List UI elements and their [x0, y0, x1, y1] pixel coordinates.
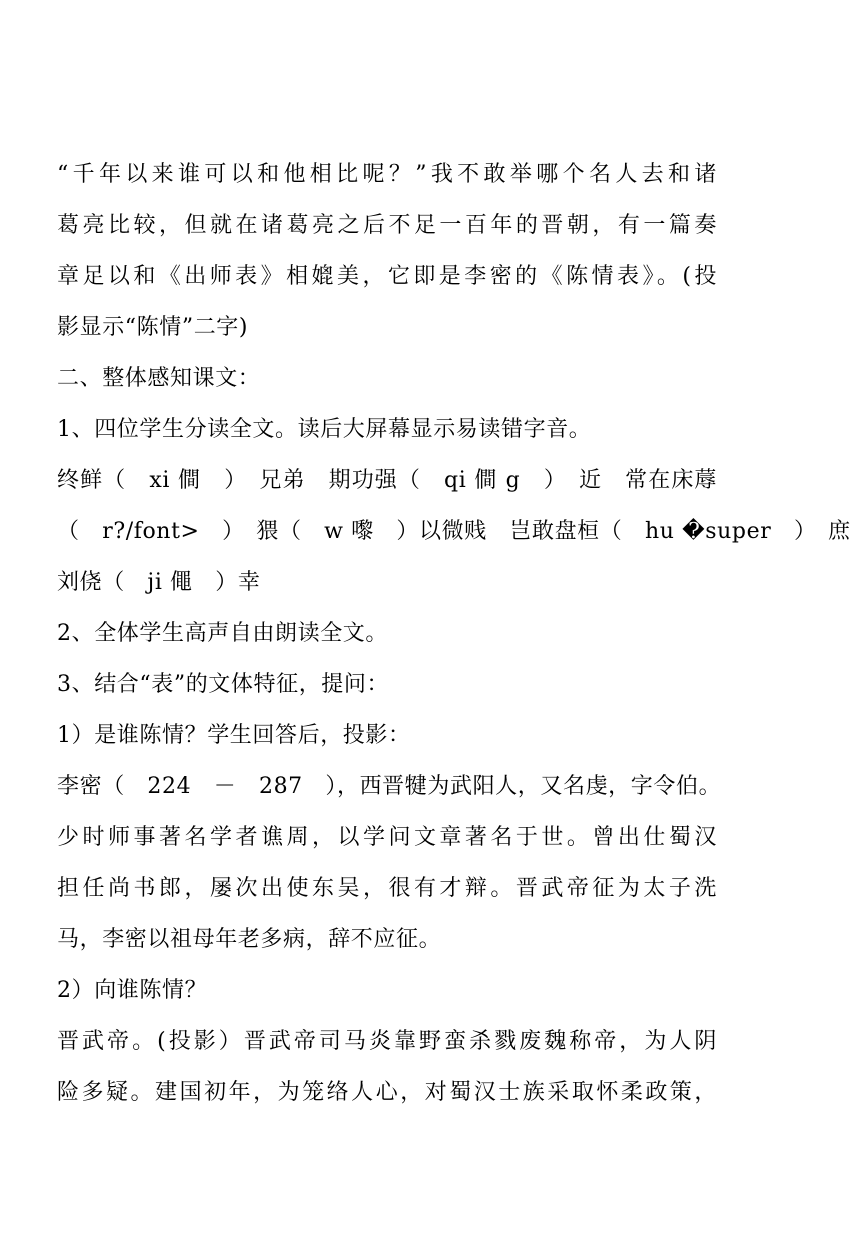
- emperor-line-1: 晋武帝。(投影）晋武帝司马炎靠野蛮杀戮废魏称帝，为人阴: [57, 1029, 717, 1054]
- step-1-text: 1、四位学生分读全文。读后大屏幕显示易读错字音。: [57, 417, 592, 442]
- question-2-text: 2）向谁陈情？: [57, 978, 208, 1003]
- bio-line-1: 李密（ 224 － 287 ），西晋犍为武阳人，又名虔，字令伯。: [57, 774, 722, 799]
- emperor-line-2: 险多疑。建国初年，为笼络人心，对蜀汉士族采取怀柔政策，: [57, 1080, 717, 1105]
- paragraph-line-3: 章足以和《出师表》相媲美，它即是李密的《陈情表》。(投: [57, 264, 717, 289]
- bio-line-4: 马，李密以祖母年老多病，辞不应征。: [57, 927, 442, 952]
- step-2-text: 2、全体学生高声自由朗读全文。: [57, 621, 388, 646]
- paragraph-line-2: 葛亮比较，但就在诸葛亮之后不足一百年的晋朝，有一篇奏: [57, 213, 717, 238]
- step-3-text: 3、结合“表”的文体特征，提问：: [57, 672, 390, 697]
- paragraph-line-4: 影显示“陈情”二字): [57, 315, 249, 340]
- pronunciation-line-3: 刘侥（ ji 僶 ）幸: [57, 570, 261, 595]
- pronunciation-line-1: 终鲜（ xi 僴 ） 兄弟 期功强（ qi 僴 g ） 近 常在床蓐: [57, 468, 717, 493]
- pronunciation-line-2: （ r?/font> ） 猥（ w 嚟 ）以微贱 岂敢盘桓（ hu �super ） 庶: [57, 519, 851, 544]
- question-1-text: 1）是谁陈情？学生回答后，投影：: [57, 723, 411, 748]
- paragraph-line-1: “千年以来谁可以和他相比呢？”我不敢举哪个名人去和诸: [57, 162, 717, 187]
- bio-line-2: 少时师事著名学者谯周，以学问文章著名于世。曾出仕蜀汉: [57, 825, 717, 850]
- bio-line-3: 担任尚书郎，屡次出使东吴，很有才辩。晋武帝征为太子洗: [57, 876, 717, 901]
- section-heading: 二、整体感知课文：: [57, 366, 261, 391]
